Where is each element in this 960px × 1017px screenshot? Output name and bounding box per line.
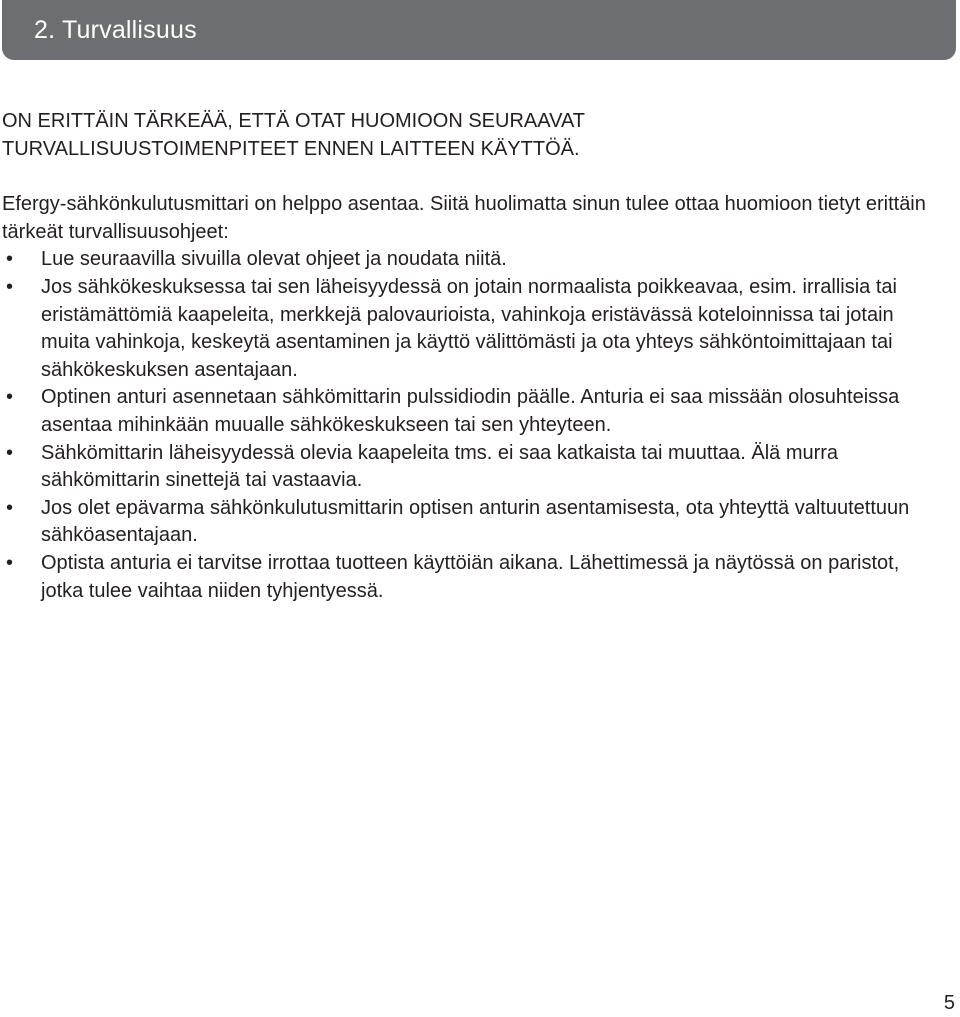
page-content	[2, 108, 932, 605]
bullet-icon: •	[6, 386, 14, 409]
page-number: 5	[943, 992, 955, 1014]
list-item	[2, 246, 932, 274]
bullet-icon: •	[6, 496, 14, 519]
safety-warning-line: ON ERITTÄIN TÄRKEÄÄ, ETTÄ OTAT HUOMIOON SEURAAVAT	[2, 110, 586, 132]
bullet-icon: •	[6, 551, 14, 574]
section-header	[2, 0, 956, 60]
list-item-text: Lue seuraavilla sivuilla olevat ohjeet ja noudata niitä.	[41, 248, 507, 271]
bullet-icon: •	[6, 248, 14, 271]
list-item-text: Optista anturia ei tarvitse irrottaa tuotteen käyttöiän aikana. Lähettimessä ja näytössä on paristot, jotka tulee vaihtaa niiden tyhjentyessä.	[41, 551, 900, 602]
list-item	[2, 550, 932, 605]
list-item	[2, 440, 932, 495]
bullet-icon: •	[6, 441, 14, 464]
section-title: 2. Turvallisuus	[34, 15, 197, 44]
safety-warning-line: TURVALLISUUSTOIMENPITEET ENNEN LAITTEEN KÄYTTÖÄ.	[2, 137, 580, 160]
safety-instructions-list	[2, 246, 932, 605]
bullet-icon: •	[6, 275, 14, 298]
intro-paragraph: Efergy-sähkönkulutusmittari on helppo asentaa. Siitä huolimatta sinun tulee ottaa huomioon tietyt erittäin tärkeät turvallisuusohjeet:	[2, 193, 926, 243]
list-item-text: Jos sähkökeskuksessa tai sen läheisyydessä on jotain normaalista poikkeavaa, esim. irrallisia tai eristämättömiä kaapeleita, merkkejä palovaurioista, vahinkoja eristävässä koteloinnissa tai jotain muita vahinkoja, keskeytä asentaminen ja käyttö välittömästi ja ota yhteys sähköntoimittajaan tai sähkökeskuksen asentajaan.	[41, 275, 897, 381]
list-item-text: Sähkömittarin läheisyydessä olevia kaapeleita tms. ei saa katkaista tai muuttaa. Älä murra sähkömittarin sinettejä tai vastaavia.	[41, 441, 839, 492]
list-item-text: Jos olet epävarma sähkönkulutusmittarin optisen anturin asentamisesta, ota yhteyttä valtuutettuun sähköasentajaan.	[41, 496, 910, 547]
list-item	[2, 384, 932, 439]
list-item	[2, 274, 932, 384]
list-item	[2, 495, 932, 550]
safety-warning	[2, 108, 932, 163]
list-item-text: Optinen anturi asennetaan sähkömittarin pulssidiodin päälle. Anturia ei saa missään olosuhteissa asentaa mihinkään muualle sähkökeskukseen tai sen yhteyteen.	[41, 386, 900, 436]
